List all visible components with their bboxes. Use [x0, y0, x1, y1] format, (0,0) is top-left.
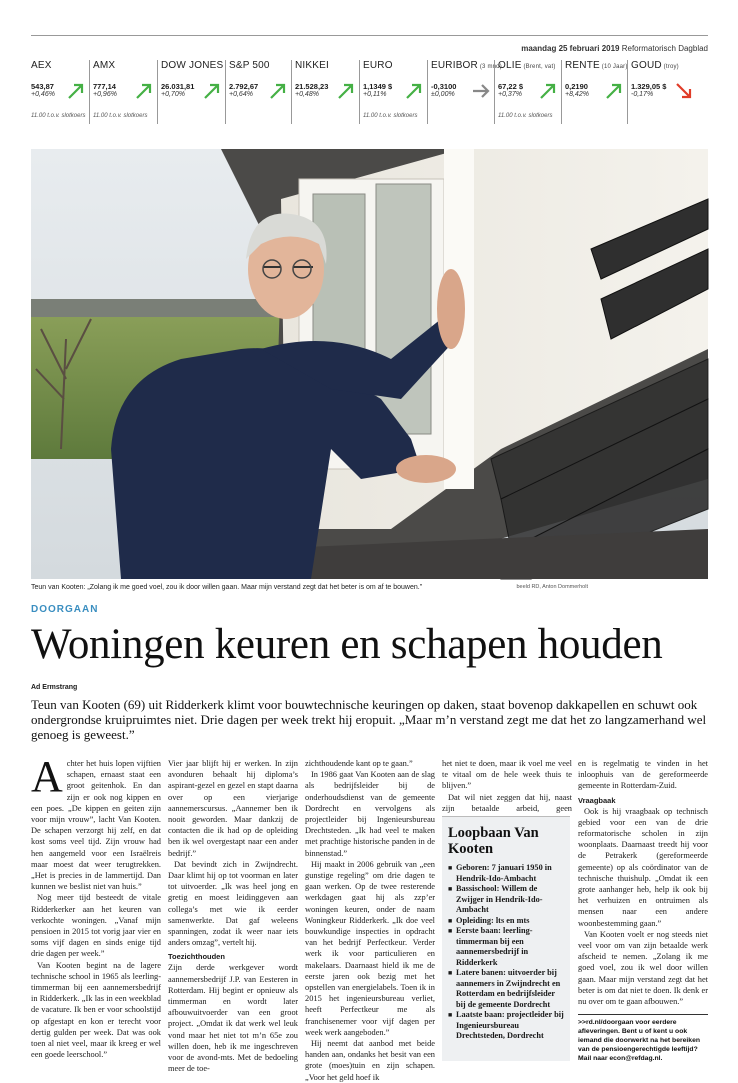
drop-cap: A	[31, 752, 63, 801]
career-box-title: Loopbaan Van Kooten	[448, 825, 539, 857]
ticker-change: +0,96%	[93, 91, 117, 98]
ticker-item	[31, 60, 89, 124]
career-list-item: ■ Eerste baan: leerling-timmerman bij een aannemersbedrijf in Ridderkerk	[448, 926, 564, 968]
date: maandag 25 februari 2019	[521, 44, 620, 53]
endnote-link[interactable]: >>rd.nl/doorgaan voor eerdere afleveringen. Bent u of kent u ook iemand die doorwerkt na het bereiken van de pensioengerechtigde leeftijd? Mail naar econ@refdag.nl.	[578, 1014, 708, 1063]
body-column-2	[168, 758, 298, 1074]
ticker-name: EURO	[363, 60, 393, 71]
career-list-item: ■ Geboren: 7 januari 1950 in Hendrik-Ido-Ambacht	[448, 863, 564, 884]
paragraph: Zijn derde werkgever wordt aannemersbedrijf J.P. van Eesteren in Rotterdam. Hij begint er opnieuw als timmerman en wordt later afbouwuitvoerder van een groot project. „Omdat ik dat werk wel leuk vond maar het niet tot m’n 65e zou willen doen, heb ik me ingeschreven voor de avond-mts. Met de bedoeling meer de toe-	[168, 963, 298, 1074]
ticker-name: GOUD (troy)	[631, 60, 679, 71]
ticker-item	[291, 60, 359, 124]
paragraph: Dat bevindt zich in Zwijndrecht. Daar klimt hij op tot voorman en later tot uitvoerder. „Ik was heel jong en gretig en moest leidinggeven aan collega’s met wie ik eerder samenwerkte. Dat gaf weleens spanningen, zodat ik weer naar iets anders omzag”, vertelt hij.	[168, 859, 298, 948]
ticker-value: 1,1349 $	[363, 82, 393, 91]
ticker-value: 21.528,23	[295, 82, 329, 91]
ticker-note: 11.00 t.o.v. slotkoers	[498, 113, 553, 119]
ticker-name: EURIBOR (3 mnd)	[431, 60, 502, 71]
ticker-change: +0,46%	[31, 91, 55, 98]
ticker-item	[494, 60, 561, 124]
ticker-value: 26.031,81	[161, 82, 195, 91]
body-column-3	[305, 758, 435, 1083]
arrow-right-icon	[472, 82, 490, 100]
ticker-item	[225, 60, 291, 124]
career-list-item: ■ Bassischool: Willem de Zwijger in Hendrik-Ido-Ambacht	[448, 884, 564, 916]
paragraph: zichthoudende kant op te gaan.”	[305, 759, 413, 768]
headline: Woningen keuren en schapen houden	[31, 621, 663, 668]
paragraph: Vier jaar blijft hij er werken. In zijn avonduren behaalt hij diploma’s aspirant-gezel en gezel en stapt daarna over op een vierjarige aannemerscursus. „Aannemer ben ik nooit geworden. Maar dankzij de contacten die ik had op de opleiding ben ik wel overgestapt naar een ander bedrijf.”	[168, 759, 298, 858]
arrow-up-icon	[269, 82, 287, 100]
column-3-text	[305, 758, 435, 1083]
ticker-name: S&P 500	[229, 60, 270, 71]
subheading-vraagbaak: Vraagbaak	[578, 795, 616, 805]
lead-paragraph: Teun van Kooten (69) uit Ridderkerk klimt voor bouwtechnische keuringen op daken, staat bovenop dakkapellen en schuwt ook ondergrondse kruipruimtes niet. Drie dagen per week trekt hij eropuit. „Maar m’n verstand zegt me dat het zo langzamerhand wel genoeg is geweest.”	[31, 697, 707, 742]
paragraph: In 1986 gaat Van Kooten aan de slag als bedrijfsleider bij de onderhoudsdienst van de gemeente Dordrecht en vervolgens als projectleider bij Ingenieursbureau Drechtsteden. „Ik had veel te maken met prachtige historische panden in de binnenstad.”	[305, 770, 435, 858]
paragraph: Dat wil niet zeggen dat hij, naast zijn betaalde arbeid, geen	[442, 792, 572, 813]
paragraph: Van Kooten voelt er nog steeds niet veel voor om van zijn betaalde werk afscheid te nemen. „Zolang ik me goed voel, zou ik wel door willen gaan. Maar mijn verstand zegt dat het beter is om dat niet te doen. Ik denk er nu over om te gaan afbouwen.”	[578, 929, 708, 1007]
paragraph: Hij maakt in 2006 gebruik van „een gunstige regeling” om drie dagen te gaan werken. Op de twee resterende werkdagen gaat hij als zzp’er woningen keuren, onder de naam Woningkeur Ridderkerk. „Ik doe veel bouwkundige inspecties in opdracht van het bedrijf Perfectkeur. Verder werk ik voor particulieren en makelaars. Daarnaast hield ik me de eerste jaren ook bezig met het opstellen van energielabels. Toen ik in 2015 het ingenieursbureau verliet, heeft Perfectkeur me als franchisenemer voor vijf dagen per week werk aangeboden.”	[305, 859, 435, 1037]
ticker-item	[427, 60, 502, 124]
arrow-up-icon	[203, 82, 221, 100]
ticker-name: AMX	[93, 60, 116, 71]
column-5-text	[578, 758, 708, 792]
ticker-sub: (troy)	[661, 64, 679, 70]
ticker-item	[157, 60, 225, 124]
ticker-change: +8,42%	[565, 91, 589, 98]
career-list-item: ■ Laatste baan: projectleider bij Ingenieursbureau Drechtsteden, Dordrecht	[448, 1010, 564, 1042]
ticker-value: -0,3100	[431, 82, 457, 91]
column-2-text	[168, 758, 298, 948]
section-kicker: DOORGAAN	[31, 604, 99, 615]
ticker-note: 11.00 t.o.v. slotkoers	[363, 113, 418, 119]
career-list-item: ■ Opleiding: lts en mts	[448, 916, 564, 927]
ticker-change: +0,11%	[363, 91, 387, 98]
career-box	[442, 816, 570, 1061]
ticker-item	[89, 60, 157, 124]
arrow-up-icon	[135, 82, 153, 100]
article-photo	[31, 149, 708, 579]
ticker-name: RENTE (10 Jaar)	[565, 60, 628, 71]
ticker-value: 67,22 $	[498, 82, 524, 91]
subheading-toezichthouden: Toezichthouden	[168, 952, 225, 962]
ticker-sub: (3 mnd)	[477, 64, 502, 70]
ticker-name: OLIE (Brent, vat)	[498, 60, 556, 71]
ticker-item	[561, 60, 627, 124]
column-5b-text	[578, 806, 708, 1008]
photo-image	[31, 149, 708, 579]
ticker-item	[627, 60, 697, 124]
ticker-change: -0,17%	[631, 91, 654, 98]
column-1-text	[31, 752, 161, 1060]
ticker-value: 1.329,05 $	[631, 82, 667, 91]
arrow-up-icon	[67, 82, 85, 100]
dateline	[521, 44, 708, 53]
arrow-up-icon	[605, 82, 623, 100]
ticker-value: 543,87	[31, 82, 54, 91]
ticker-change: +0,48%	[295, 91, 319, 98]
paragraph: Van Kooten begint na de lagere technische school in 1965 als leerling-timmerman bij een aannemersbedrijf in Ridderkerk. „Ik las in een weekblad de vacature. Ik ben er voor schoolstijd op afgestapt en kon er terecht voor dertig gulden per week. Dat was ook toen al niet veel, maar ik kreeg er wel een goede leerschool.”	[31, 960, 161, 1060]
ticker-value: 2.792,67	[229, 82, 259, 91]
ticker-name: NIKKEI	[295, 60, 329, 71]
paper-name: Reformatorisch Dagblad	[621, 44, 708, 53]
paragraph: chter het huis lopen vijftien schapen, ernaast staat een groot geitenhok. En dan zijn er ook nog kippen en een poes. „De kippen en geiten zijn voor mijn vrouw”, lacht Van Kooten. De schapen verzorgt hij zelf, en dat kost soms veel tijd. Zijn vrouw had hen aangemeld voor een Israëlreis maar moest dat weer terugtrekken. „Het is precies in de lammertijd. Dan kunnen we beslist niet van huis.”	[31, 759, 161, 892]
career-list-item: ■ Latere banen: uitvoerder bij aannemers in Zwijndrecht en Rotterdam en bedrijfsleider bij de gemeente Dordrecht	[448, 968, 564, 1010]
paragraph: en is regelmatig te vinden in het inloophuis van de gereformeerde gemeente in Rotterdam-Zuid.	[578, 759, 708, 791]
ticker-change: +0,64%	[229, 91, 253, 98]
ticker-change: +0,70%	[161, 91, 185, 98]
paragraph: het niet te doen, maar ik voel me veel te vitaal om de hele week thuis te blijven.”	[442, 759, 572, 791]
body-column-1	[31, 752, 161, 1060]
top-rule	[31, 35, 708, 36]
ticker-note: 11.00 t.o.v. slotkoers	[31, 113, 86, 119]
arrow-up-icon	[337, 82, 355, 100]
body-column-5	[578, 758, 708, 1007]
ticker-name: DOW JONES	[161, 60, 224, 71]
ticker-name: AEX	[31, 60, 52, 71]
ticker-note: 11.00 t.o.v. slotkoers	[93, 113, 148, 119]
ticker-sub: (10 Jaar)	[599, 64, 628, 70]
market-ticker	[31, 60, 708, 128]
photo-caption	[31, 584, 708, 591]
ticker-value: 0,2190	[565, 82, 588, 91]
arrow-up-icon	[405, 82, 423, 100]
arrow-down-icon	[675, 82, 693, 100]
caption-text: Teun van Kooten: „Zolang ik me goed voel, zou ik door willen gaan. Maar mijn verstand zegt dat het beter is om af te bouwen.”	[31, 584, 423, 591]
ticker-value: 777,14	[93, 82, 116, 91]
ticker-item	[359, 60, 427, 124]
ticker-change: ±0,00%	[431, 91, 455, 98]
byline: Ad Ermstrang	[31, 684, 78, 691]
arrow-up-icon	[539, 82, 557, 100]
photo-credit: beeld RD, Anton Dommerholt	[516, 584, 588, 590]
paragraph: Nog meer tijd besteedt de vitale Ridderkerker aan het keuren van verkochte woningen. „Vanaf mijn pensioen in 2015 tot vorig jaar vier en soms vijf dagen en sinds enige tijd drie dagen per week.”	[31, 893, 161, 959]
column-2b-text	[168, 962, 298, 1074]
career-list	[448, 863, 564, 1042]
paragraph: Hij neemt dat aanbod met beide handen aan, ondanks het besit van een grote (moes)tuin en zijn schapen. „Voor het geld hoef ik	[305, 1039, 435, 1082]
ticker-sub: (Brent, vat)	[521, 64, 556, 70]
ticker-change: +0,37%	[498, 91, 522, 98]
paragraph: Ook is hij vraagbaak op technisch gebied voor een van de drie reformatorische scholen in zijn woonplaats. Daarnaast treedt hij voor de Petrakerk (gereformeerde gemeente) op als coördinator van de technische thuishulp. „Omdat ik een grote aanhanger heb, help ik ook bij het verhuizen en ontruimen als mensen naar een andere woonbestemming gaan.”	[578, 806, 708, 928]
